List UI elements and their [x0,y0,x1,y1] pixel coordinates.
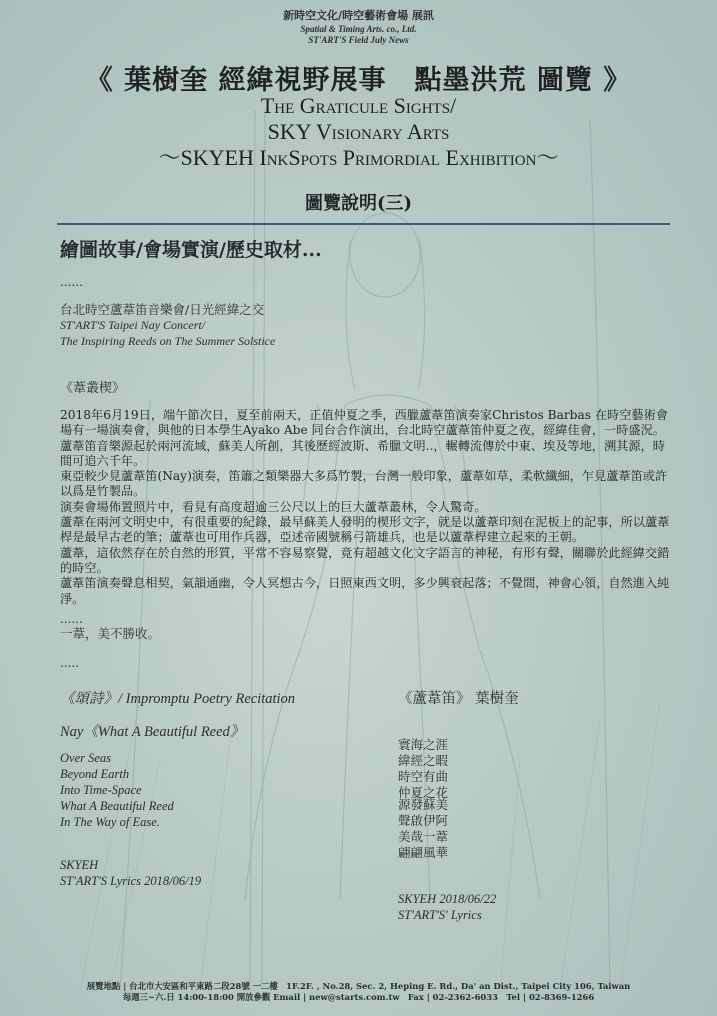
ellipsis: ...... [60,612,83,626]
poem-line: Beyond Earth [60,767,130,781]
poem-left-lines [60,750,174,830]
title-divider [57,223,670,225]
poem-line: 聲啟伊阿 [398,813,449,828]
page-subtitle: 圖覽說明(三) [304,193,413,214]
poem-line: 緯經之暇 [398,753,449,768]
essay-paragraph: 蘆葦笛演奏聲息相契，氣韻通幽，令人冥想古今，日照東西文明，多少興衰起落；不覺間，神會心領，自然進入純淨。 [60,576,670,606]
exhibition-title-chinese: 《 葉樹奎 經緯視野展事 點墨洪荒 圖覽 》 [85,65,632,96]
section-heading: 繪圖故事/會場實演/歷史取材... [60,239,322,261]
poem-line: 美哉一葦 [398,829,449,844]
ellipsis: ...... [60,275,83,289]
poem-line: 寰海之涯 [398,737,449,752]
poem-right-credit: ST'ART'S' Lyrics [398,908,482,922]
reed-essay-title: 《葦叢楔》 [60,381,126,396]
poem-line: Into Time-Space [60,783,142,797]
essay-paragraph: 東亞較少見蘆葦笛(Nay)演奏，笛簫之類樂器大多爲竹製，台灣一般印象，蘆葦如草，柔軟纖細，乍見蘆葦笛或許以爲是竹製品。 [60,469,668,499]
essay-paragraph: 2018年6月19日，端午節次日，夏至前兩天，正值仲夏之季，西臘蘆葦笛演奏家Christos Barbas 在時空藝術會場有一場演奏會，與他的日本學生Ayako Abe 同台合作演出，台北時空蘆葦笛仲夏之夜，經緯佳會，一時盛況。 [60,408,668,438]
poem-line: 時空有曲 [398,769,449,784]
exhibition-title-english-2: SKY Visionary Arts [267,119,450,144]
essay-paragraph: 蘆葦笛音樂源起於兩河流域，蘇美人所創，其後歷經波斯、希臘文明..，輾轉流傳於中東、埃及等地，溯其源，時間可追六千年。 [60,438,665,468]
publisher-name: 新時空文化/時空藝術會場 展訊 [283,9,434,22]
footer-address: 展覽地點 | 台北市大安區和平東路二段28號 一二樓 1F.2F. , No.28, Sec. 2, Heping E. Rd., Da' an Dist., Taipei City 106, Taiwan [86,981,631,991]
footer-contact: 每週三~六.日 14:00-18:00 開放參觀 Email | new@starts.com.tw Fax | 02-2362-6033 Tel | 02-8369-1266 [122,992,595,1002]
poem-line: 源發蘇美 [398,797,449,812]
concert-title-english-1: ST'ART'S Taipei Nay Concert/ [60,318,206,332]
concert-title-english-2: The Inspiring Reeds on The Summer Solstice [60,334,276,348]
publisher-english: Spatial & Timing Arts. co., Ltd. [300,24,417,34]
essay-paragraph: 演奏會場佈置照片中，看見有高度超逾三公尺以上的巨大蘆葦叢林，令人驚奇。 [60,499,487,514]
poem-right-stanza-2 [398,797,448,861]
exhibition-title-english-1: The Graticule Sights/ [260,93,457,118]
concert-title-chinese: 台北時空蘆葦笛音樂會/日光經緯之交 [60,302,265,317]
poem-right-heading: 《蘆葦笛》 葉樹奎 [398,691,519,707]
poem-line: In The Way of Ease. [60,815,160,829]
poem-line: What A Beautiful Reed [60,799,174,813]
poem-left-heading: 《頌詩》/ Impromptu Poetry Recitation [60,691,296,707]
poem-right-author: SKYEH 2018/06/22 [398,892,497,906]
essay-paragraph: 蘆葦在兩河文明史中，有很重要的紀錄，最早蘇美人發明的楔形文字，就是以蘆葦印刻在泥板上的記事，所以蘆葦桿是最早古老的筆；蘆葦也可用作兵器，亞述帝國號稱弓箭雄兵，也是以蘆葦桿建立起來的王朝。 [60,515,670,545]
essay-body [60,408,670,607]
publisher-news: ST'ART'S Field July News [308,35,409,45]
ellipsis: ..... [60,656,80,670]
poem-line: 翩翩風華 [398,845,449,860]
poem-left-author: SKYEH [60,858,99,872]
poem-left-title: Nay《What A Beautiful Reed》 [60,724,245,740]
essay-paragraph: 蘆葦，這依然存在於自然的形質，平常不容易察覺，竟有超越文化文字語言的神秘，有形有聲，關聯於此經緯交錯的時空。 [60,545,670,575]
poem-line: 仲夏之花 [398,785,449,800]
poem-line: Over Seas [60,751,112,765]
poem-left-date: ST'ART'S Lyrics 2018/06/19 [60,874,202,888]
poem-right-stanza-1 [398,737,448,801]
exhibition-title-english-3: ～SKYEH InkSpots Primordial Exhibition～ [158,145,559,170]
closing-line: 一葦，美不勝收。 [60,626,161,641]
